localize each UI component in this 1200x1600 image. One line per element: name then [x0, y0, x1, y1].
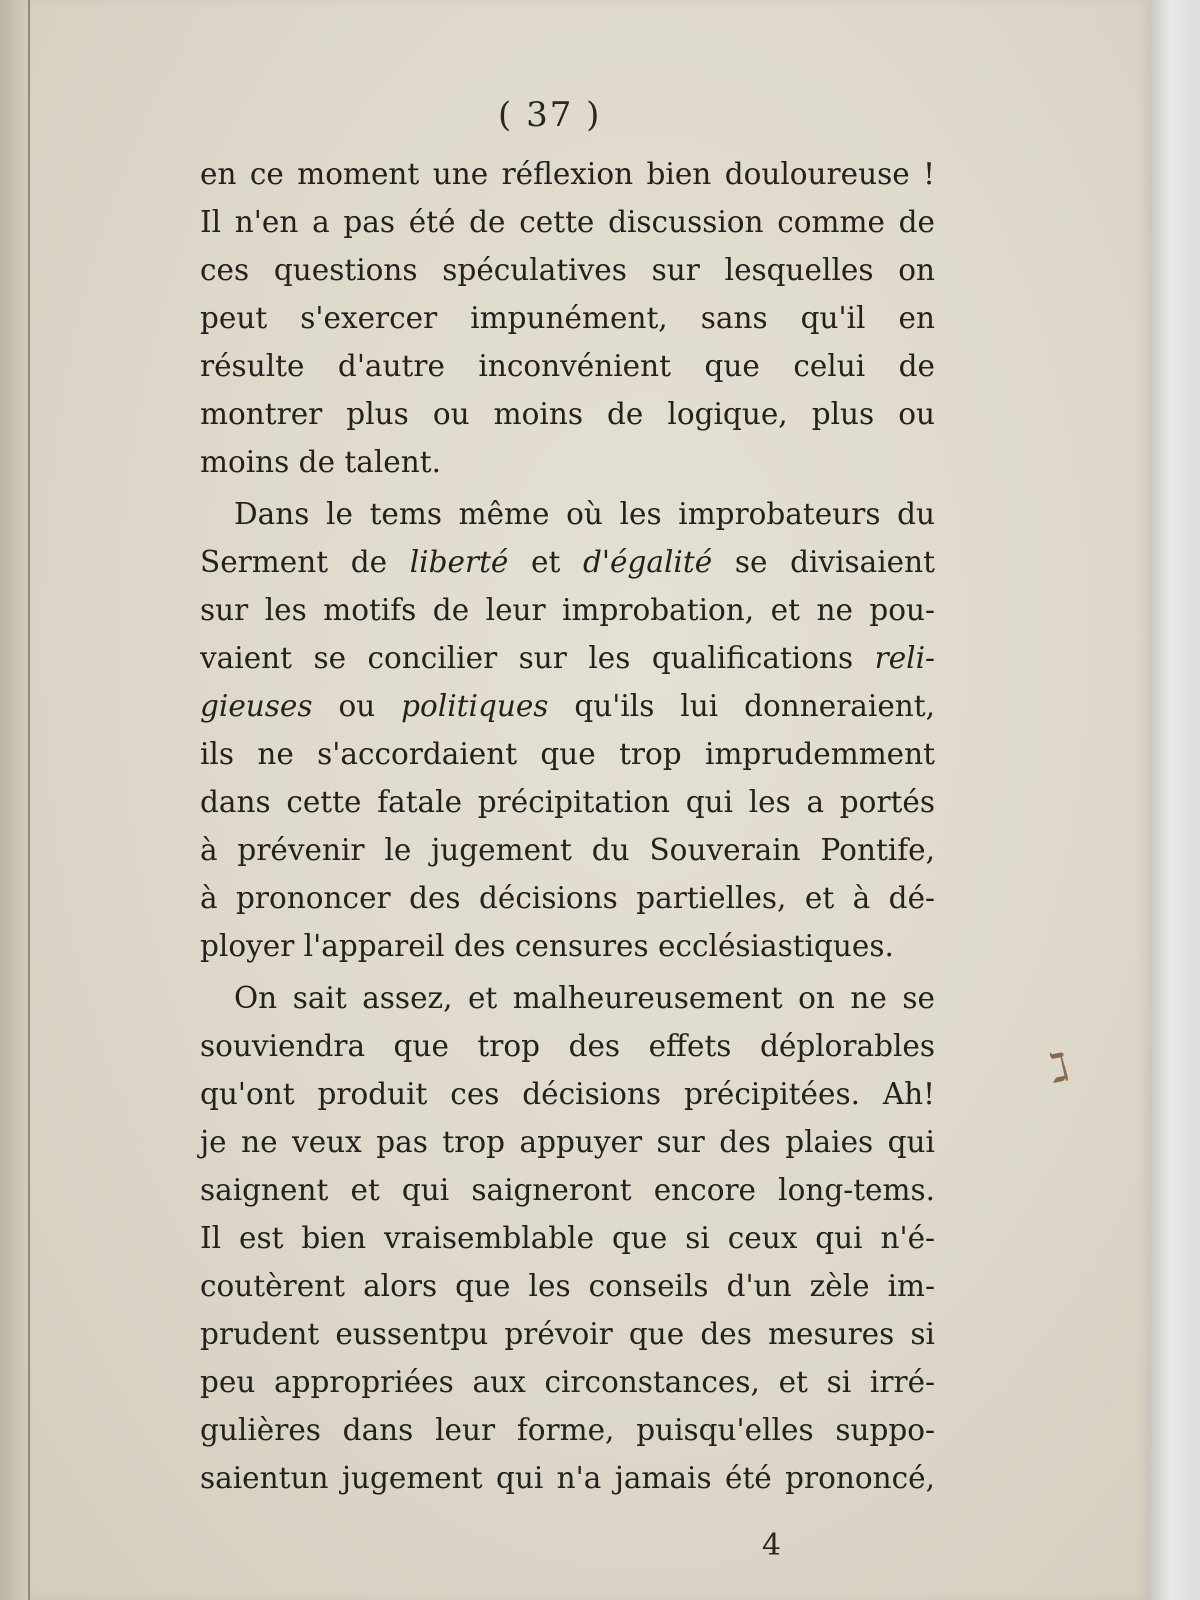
text-line: résulte d'autre inconvénient que celui de	[200, 349, 935, 383]
text-line: souviendra que trop des effets déplorables	[200, 1029, 935, 1063]
text-line: gulières dans leur forme, puisqu'elles suppo-	[200, 1413, 935, 1447]
italic-run: d'égalité	[583, 545, 713, 579]
text-line: moins de talent.	[200, 445, 441, 479]
text-run: ou	[312, 689, 402, 723]
italic-run: reli-	[874, 641, 935, 675]
signature-mark: 4	[762, 1528, 782, 1563]
text-line: sur les motifs de leur improbation, et ne pou-	[200, 593, 935, 627]
text-line: ployer l'appareil des censures ecclésiastiques.	[200, 929, 894, 963]
text-line: qu'ont produit ces décisions précipitées. Ah!	[200, 1077, 935, 1111]
text-line	[200, 682, 935, 730]
text-line	[200, 634, 935, 682]
text-run: vaient se concilier sur les qualifications	[200, 641, 875, 675]
text-line: Il n'en a pas été de cette discussion comme de	[200, 205, 935, 239]
text-run: qu'ils lui donneraient,	[548, 689, 936, 723]
text-line: peu appropriées aux circonstances, et si irré-	[200, 1365, 935, 1399]
text-line: montrer plus ou moins de logique, plus ou	[200, 397, 935, 431]
text-line: dans cette fatale précipitation qui les a portés	[200, 785, 935, 819]
body-text	[200, 150, 935, 1502]
text-line: Il est bien vraisemblable que si ceux qui n'é-	[200, 1221, 935, 1255]
text-line: Dans le tems même où les improbateurs du	[234, 497, 935, 531]
text-run: et	[508, 545, 584, 579]
text-line: saignent et qui saigneront encore long-tems.	[200, 1173, 935, 1207]
italic-run: politiques	[401, 689, 549, 723]
text-run: se divisaient	[712, 545, 935, 579]
italic-run: liberté	[409, 545, 509, 579]
previous-page-edge	[0, 0, 30, 1600]
text-run: Serment de	[200, 545, 410, 579]
text-line: coutèrent alors que les conseils d'un zèle im-	[200, 1269, 935, 1303]
text-line: prudent eussentpu prévoir que des mesures si	[200, 1317, 935, 1351]
page-number: ( 37 )	[498, 95, 602, 135]
text-line: peut s'exercer impunément, sans qu'il en	[200, 301, 935, 335]
italic-run: gieuses	[200, 689, 313, 723]
text-line: ils ne s'accordaient que trop imprudemment	[200, 737, 935, 771]
background-cloth	[1150, 0, 1200, 1600]
stain-mark: ℷ	[1045, 1043, 1074, 1093]
text-line: ces questions spéculatives sur lesquelles on	[200, 253, 935, 287]
text-line: On sait assez, et malheureusement on ne se	[234, 981, 935, 1015]
text-line: à prévenir le jugement du Souverain Pontife,	[200, 833, 935, 867]
text-line: à prononcer des décisions partielles, et à dé-	[200, 881, 935, 915]
text-line: je ne veux pas trop appuyer sur des plaies qui	[200, 1125, 935, 1159]
text-line: saientun jugement qui n'a jamais été prononcé,	[200, 1461, 935, 1495]
text-line	[200, 538, 935, 586]
text-line: en ce moment une réflexion bien douloureuse !	[200, 157, 935, 191]
